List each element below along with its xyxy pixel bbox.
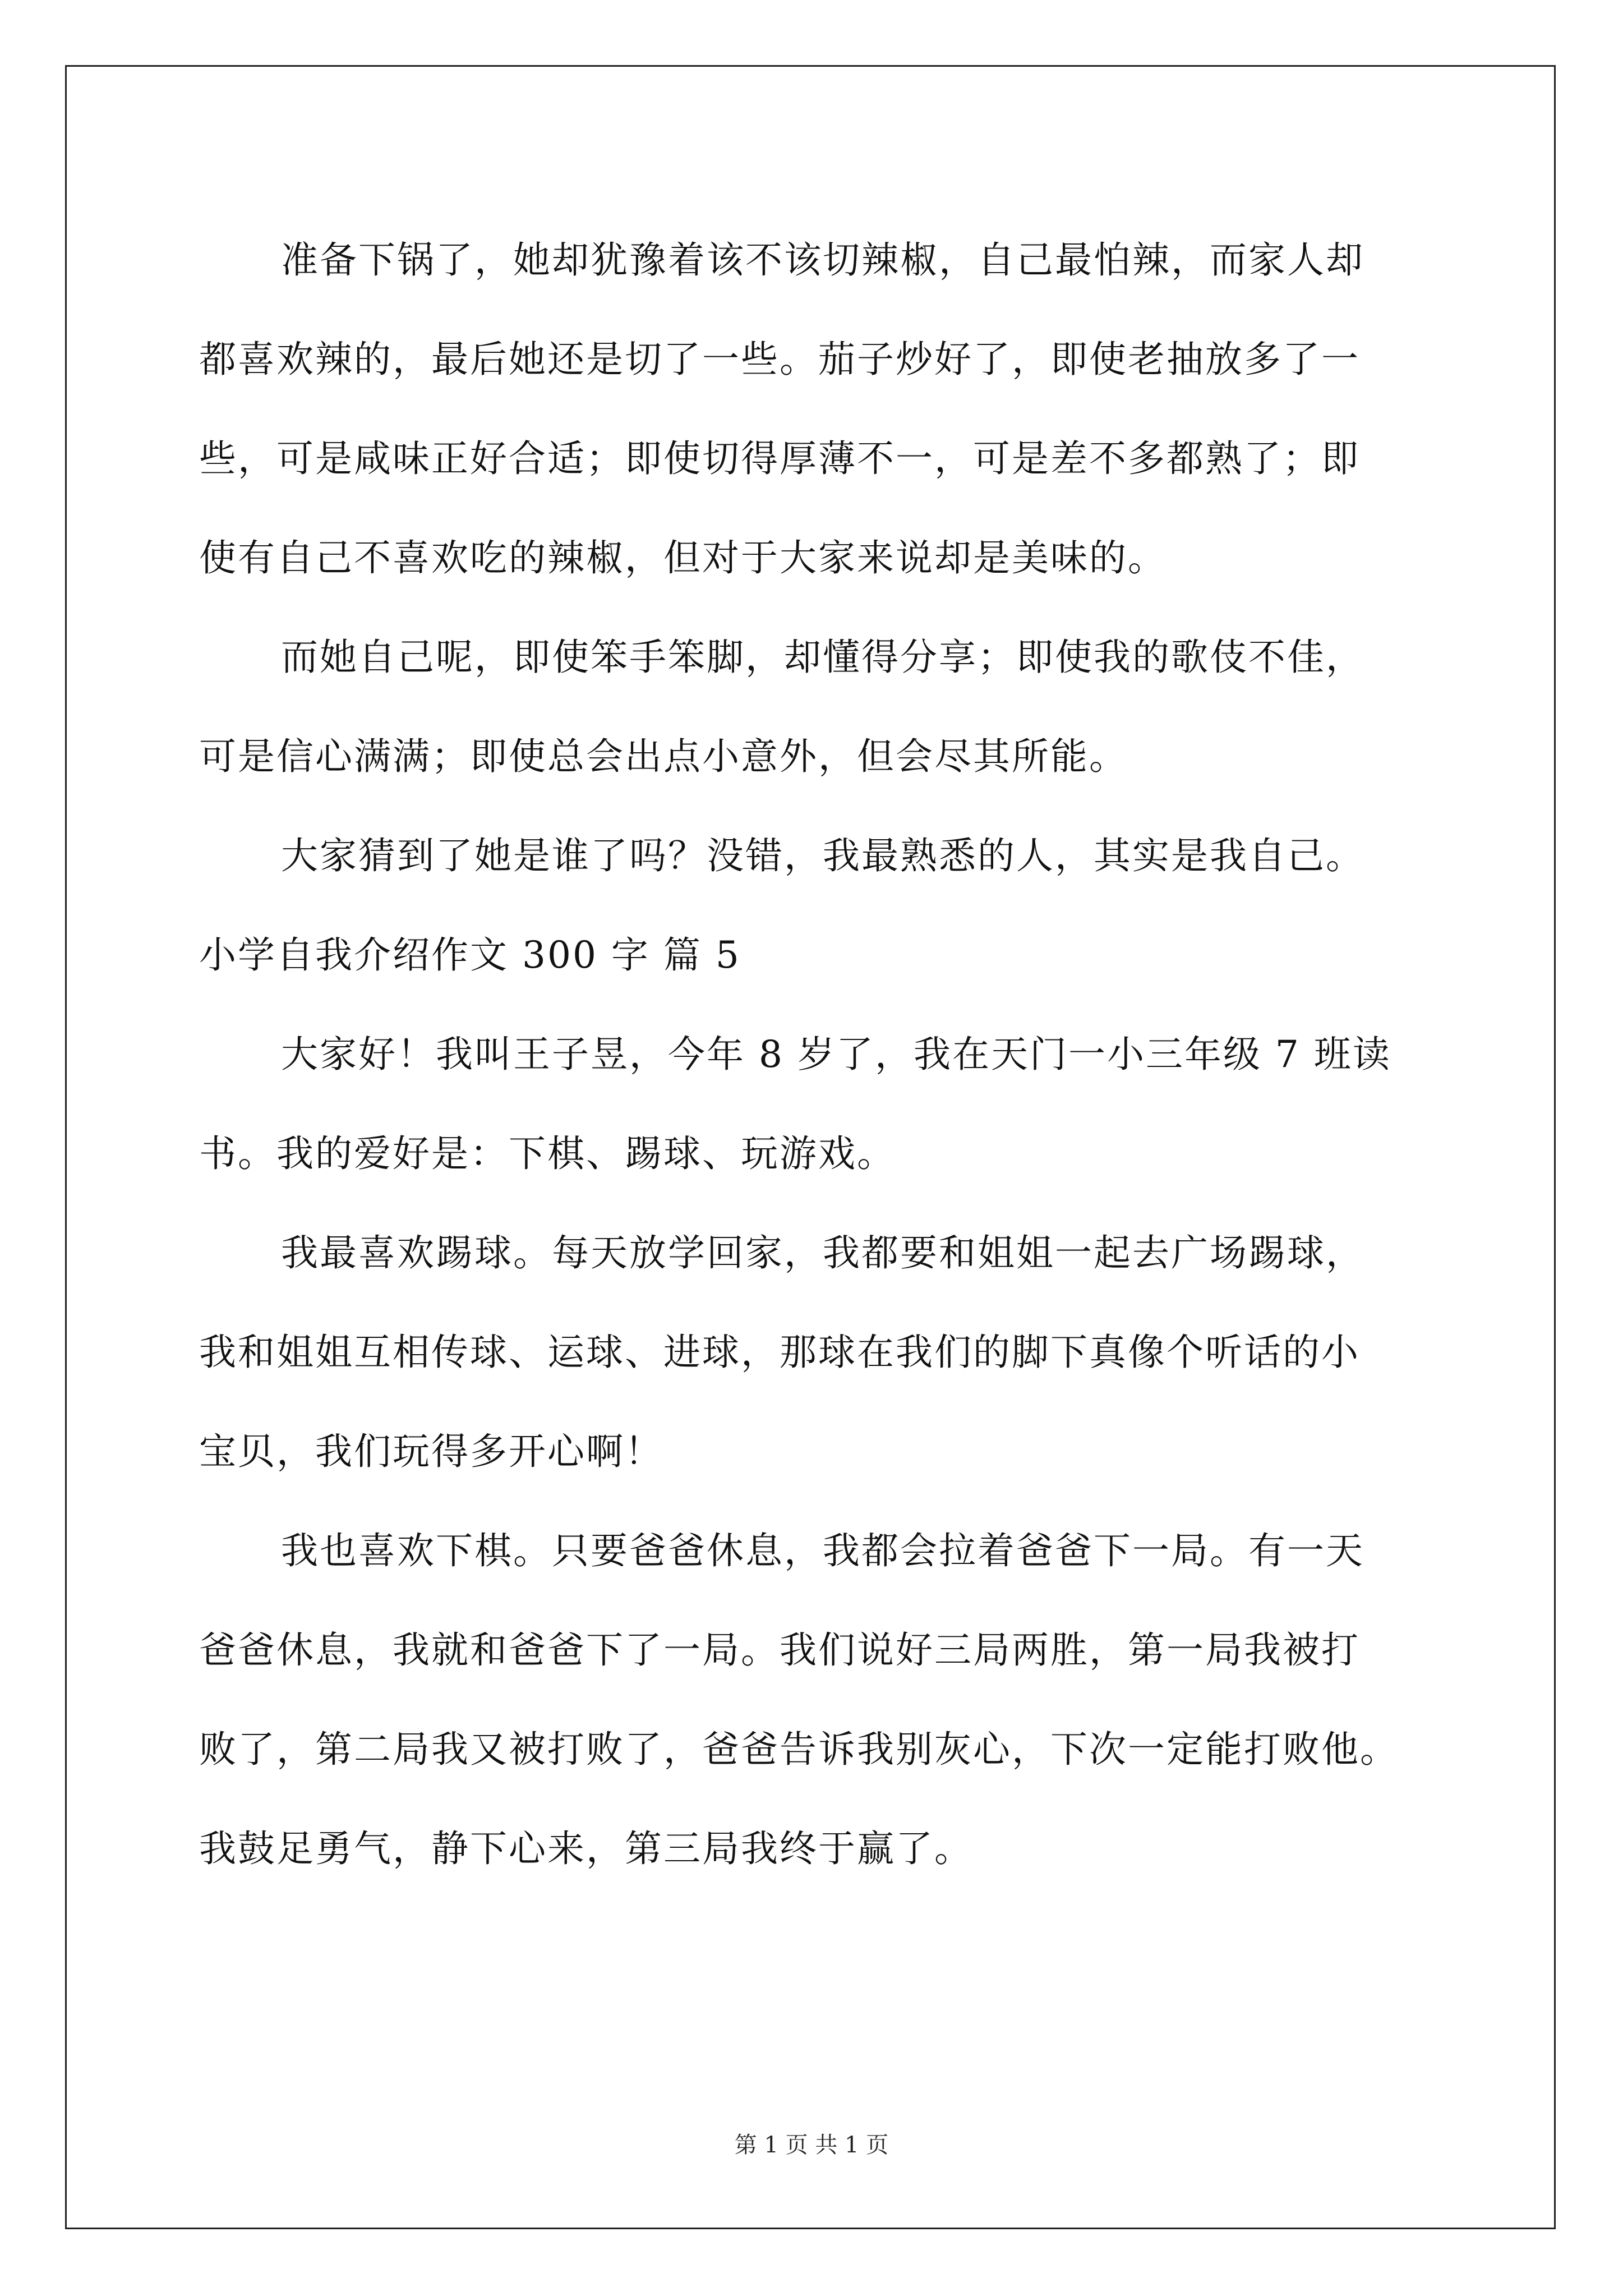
document-body [199, 210, 1438, 1898]
text-line: 而她自己呢，即使笨手笨脚，却懂得分享；即使我的歌伎不佳， [281, 636, 1364, 679]
text-line: 使有自己不喜欢吃的辣椒，但对于大家来说却是美味的。 [199, 536, 1166, 579]
section-heading: 小学自我介绍作文 300 字 篇 5 [199, 933, 741, 977]
text-line: 都喜欢辣的，最后她还是切了一些。茄子炒好了，即使老抽放多了一 [199, 338, 1360, 381]
text-line: 宝贝，我们玩得多开心啊！ [199, 1430, 663, 1473]
text-line: 准备下锅了，她却犹豫着该不该切辣椒，自己最怕辣，而家人却 [281, 238, 1364, 282]
text-line: 大家好！我叫王子昱，今年 8 岁了，我在天门一小三年级 7 班读 [281, 1033, 1391, 1076]
text-line: 些，可是咸味正好合适；即使切得厚薄不一，可是差不多都熟了；即 [199, 437, 1360, 480]
text-line: 大家猜到了她是谁了吗？没错，我最熟悉的人，其实是我自己。 [281, 834, 1364, 877]
paragraph-2 [199, 608, 1438, 806]
paragraph-3 [199, 806, 1438, 905]
text-line: 我最喜欢踢球。每天放学回家，我都要和姐姐一起去广场踢球， [281, 1231, 1364, 1274]
page-footer: 第 1 页 共 1 页 [734, 2132, 889, 2158]
text-line: 我也喜欢下棋。只要爸爸休息，我都会拉着爸爸下一局。有一天 [281, 1529, 1364, 1572]
text-line: 我和姐姐互相传球、运球、进球，那球在我们的脚下真像个听话的小 [199, 1331, 1360, 1374]
text-line: 爸爸休息，我就和爸爸下了一局。我们说好三局两胜，第一局我被打 [199, 1628, 1360, 1672]
text-line: 书。我的爱好是：下棋、踢球、玩游戏。 [199, 1132, 896, 1175]
text-line: 败了，第二局我又被打败了，爸爸告诉我别灰心，下次一定能打败他。 [199, 1728, 1399, 1771]
paragraph-1 [199, 210, 1438, 608]
paragraph-5 [199, 1203, 1438, 1501]
paragraph-4 [199, 1005, 1438, 1203]
text-line: 可是信心满满；即使总会出点小意外，但会尽其所能。 [199, 735, 1128, 778]
text-line: 我鼓足勇气，静下心来，第三局我终于赢了。 [199, 1827, 973, 1870]
paragraph-6 [199, 1501, 1438, 1898]
